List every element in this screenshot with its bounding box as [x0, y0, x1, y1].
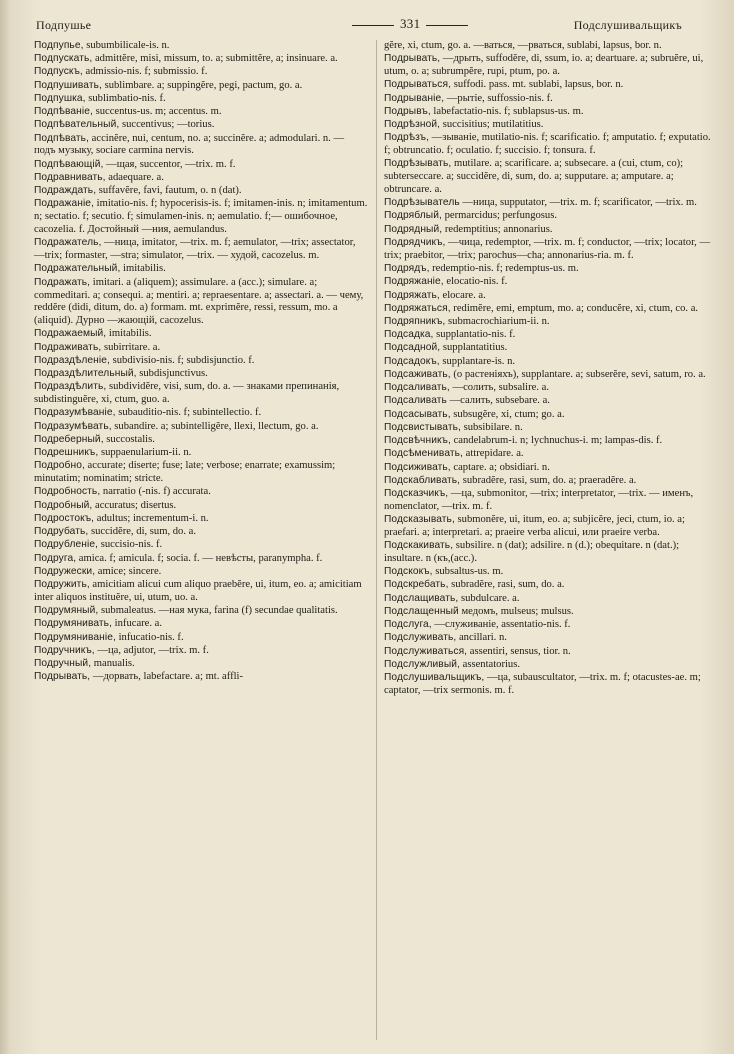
entry-headword: Подряжаться,: [384, 302, 451, 314]
entry-definition: elocare. a.: [439, 289, 486, 301]
entry-definition: redemptio-nis. f; redemptus-us. m.: [429, 263, 579, 275]
entry-definition: succisio-nis. f.: [98, 539, 163, 551]
entry-definition: submonĕre, ui, itum, eo. a; subjicĕre, jeci, ctum, io. a; praefari. a; interpretari. a; praeire verba alicui, или praeire verba.: [384, 514, 685, 538]
entry-headword: Подсиживать,: [384, 461, 451, 473]
dictionary-entry: [384, 462, 718, 475]
page-header: [34, 14, 718, 36]
dictionary-entry: [384, 593, 718, 606]
entry-headword: Подсвѣчникъ,: [384, 435, 451, 447]
entry-headword: Подрѣзной,: [384, 119, 441, 131]
entry-headword: Подражательный,: [34, 263, 121, 275]
dictionary-entry: [34, 553, 368, 566]
dictionary-entry: [34, 447, 368, 460]
dictionary-entry: [384, 409, 718, 422]
entry-definition: imitari. a (aliquem); assimulare. a (acc.); simulare. a; commeditari. a; consequi. a; mentiri. a; repraesentare. a; assectari. a. — чему, reddĕre (didi, ditum, do. a) formam. mt. exprimĕre, ressi, ressum, mo. a (aliquid). Дурно —жающій, cacozelus.: [34, 276, 364, 327]
dictionary-entry: [34, 80, 368, 93]
dictionary-entry: [384, 93, 718, 106]
entry-definition: supplantare-is. n.: [439, 355, 516, 367]
dictionary-entry: [34, 645, 368, 658]
entry-headword: Подростокъ,: [34, 512, 95, 524]
entry-headword: Подреберный,: [34, 433, 104, 445]
dictionary-entry: [34, 618, 368, 631]
entry-definition: (о растеніяхъ), supplantare. a; subserĕre, sevi, satum, ro. a.: [450, 368, 706, 380]
entry-headword: Подсаливать: [384, 395, 447, 407]
dictionary-entry: [34, 658, 368, 671]
entry-headword: Подрѣзыватель: [384, 197, 460, 209]
entry-definition: redemptitius; annonarius.: [442, 223, 553, 235]
dictionary-entry: [34, 342, 368, 355]
entry-definition: subauditio-nis. f; subintellectio. f.: [115, 407, 262, 419]
entry-definition: accurate; diserte; fuse; late; verbose; enarrate; examussim; minutatim; nominatim; stricte.: [34, 460, 336, 485]
dictionary-entry: [34, 172, 368, 185]
entry-headword: Подслащивать,: [384, 592, 459, 604]
entry-definition: —дрыть, suffodĕre, di, ssum, io. a; deartuare. a; subruĕre, ui, utum, o. a; subrumpĕre, rupi, ptum, po. a.: [384, 53, 704, 78]
entry-headword: Подпушивать,: [34, 79, 102, 91]
entry-definition: subandire. a; subintelligĕre, llexi, llectum, go. a.: [111, 420, 319, 432]
entry-headword: Подряблый,: [384, 210, 442, 222]
dictionary-entry: [384, 514, 718, 540]
entry-headword: Подсадокъ,: [384, 355, 440, 367]
entry-headword: Подрывъ,: [384, 105, 431, 117]
entry-headword: Подпѣвать,: [34, 132, 90, 144]
entry-headword: Подравнивать,: [34, 171, 106, 183]
entry-definition: ancillari. n.: [456, 632, 507, 644]
entry-headword: Подскребать,: [384, 579, 449, 591]
entry-headword: Подраживать,: [34, 341, 102, 353]
entry-definition: adaequare. a.: [105, 171, 164, 183]
entry-headword: Подпѣвательный,: [34, 119, 120, 131]
page-number-block: [346, 16, 474, 32]
entry-headword: Подробность,: [34, 486, 101, 498]
entry-headword: Подряжать,: [384, 289, 440, 301]
entry-definition: —ца, subauscultator, —trix. m. f; otacustes-ae. m; captator, —trix sermonis. m. f.: [384, 672, 701, 696]
dictionary-entry: [34, 526, 368, 539]
entry-headword: Подрядный,: [384, 223, 443, 235]
entry-headword: Подражатель,: [34, 237, 102, 249]
entry-definition: succentus-us. m; accentus. m.: [92, 106, 222, 118]
dictionary-entry: [34, 368, 368, 381]
page-fold-shadow: [0, 0, 10, 1054]
entry-definition: —зываніе, mutilatio-nis. f; scarificatio. f; amputatio. f; exputatio. f; obtruncatio. f; oculatio. f; succisio. f; tonsura. f.: [384, 132, 711, 157]
entry-definition: —солить, subsalire. a.: [449, 382, 549, 394]
entry-headword: Подраздѣлительный,: [34, 368, 137, 380]
entry-definition: subdivisio-nis. f; subdisjunctio. f.: [109, 354, 255, 366]
entry-definition: permarcidus; perfungosus.: [441, 210, 557, 222]
dictionary-entry: [384, 119, 718, 132]
entry-definition: candelabrum-i. n; lychnuchus-i. m; lampas-dis. f.: [450, 435, 663, 447]
entry-headword: Подсвистывать,: [384, 421, 461, 433]
dictionary-entry: [384, 132, 718, 158]
entry-headword: Подрѣзъ,: [384, 132, 430, 144]
entry-headword: Подслуживаться,: [384, 645, 468, 657]
entry-headword: Подрумяниваніе,: [34, 631, 116, 643]
entry-headword: Подрѣзывать,: [384, 158, 452, 170]
dictionary-entry: [34, 119, 368, 132]
entry-headword: Подрумянивать,: [34, 618, 113, 630]
entry-headword: Подручникъ,: [34, 644, 95, 656]
dictionary-entry: [384, 342, 718, 355]
dictionary-entry: [34, 434, 368, 447]
entry-headword: Подсказывать,: [384, 514, 455, 526]
entry-definition: suppaenularium-ii. n.: [98, 447, 192, 459]
dictionary-entry: [34, 486, 368, 499]
dictionary-entry: [384, 488, 718, 514]
entry-headword: Подразумѣваніе,: [34, 407, 116, 419]
dictionary-entry: [34, 198, 368, 237]
dictionary-entry: [384, 224, 718, 237]
entry-headword: Подраздѣленіе,: [34, 354, 110, 366]
entry-headword: Подслуга,: [384, 619, 432, 631]
entry-definition: —салить, subsebare. a.: [446, 395, 550, 407]
entry-definition: subsaltus-us. m.: [432, 566, 504, 578]
entry-headword: Подпупье,: [34, 40, 84, 51]
dictionary-entry: [384, 395, 718, 408]
entry-headword: Подрядъ,: [384, 263, 430, 275]
entry-definition: succisitius; mutilatitius.: [440, 119, 544, 131]
entry-headword: Подражаемый,: [34, 328, 107, 340]
entry-headword: Подрумяный,: [34, 605, 99, 617]
dictionary-entry: [384, 237, 718, 263]
dictionary-entry: [34, 277, 368, 328]
entry-definition: narratio (-nis. f) accurata.: [100, 486, 211, 498]
dictionary-entry: [384, 316, 718, 329]
dictionary-entry: [384, 40, 718, 53]
entry-headword: Подрываніе,: [384, 92, 445, 104]
rule-right: [426, 25, 468, 26]
entry-definition: —служиваніе, assentatio-nis. f.: [431, 619, 571, 631]
dictionary-entry: [34, 421, 368, 434]
entry-headword: Подсадной,: [384, 342, 441, 354]
dictionary-entry: [384, 53, 718, 79]
entry-definition: imitatio-nis. f; hypocerisis-is. f; imitamen-inis. n; imitamentum. n; sectatio. f; secutio. f; simulamen-inis. n; aemulatio. f;— ошибочное, cacozelia. f. Достойный —ния, aemulandus.: [34, 198, 368, 236]
dictionary-entry: [384, 329, 718, 342]
entry-headword: Подсказчикъ,: [384, 488, 449, 500]
entry-definition: subdividĕre, visi, sum, do. a. — знаками препинанія, subdistinguĕre, xi, ctum, guo. a.: [34, 381, 340, 406]
dictionary-entry: [34, 66, 368, 79]
entry-definition: supplantatio-nis. f.: [433, 329, 516, 341]
entry-definition: subradĕre, rasi, sum, do. a.: [448, 579, 565, 591]
entry-definition: subradĕre, rasi, sum, do. a; praeradĕre. a.: [460, 474, 637, 486]
entry-definition: subumbilicale-is. n.: [83, 40, 170, 51]
dictionary-entry: [34, 579, 368, 605]
dictionary-entry: [384, 263, 718, 276]
entry-definition: assentiri, sensus, tior. n.: [467, 645, 571, 657]
dictionary-entry: [34, 381, 368, 407]
entry-definition: accinĕre, nui, centum, no. a; succinĕre. a; admodulari. n. — подъ музыку, sociare carmina nervis.: [34, 132, 345, 157]
entry-headword: Подслуживать,: [384, 632, 457, 644]
dictionary-entry: [34, 328, 368, 341]
dictionary-entry: [384, 106, 718, 119]
dictionary-entry: [34, 185, 368, 198]
entry-headword: Подпускъ,: [34, 66, 83, 78]
dictionary-entry: [384, 659, 718, 672]
entry-definition: elocatio-nis. f.: [443, 276, 508, 288]
entry-definition: gĕre, xi, ctum, go. a. —ваться, —рваться, sublabi, lapsus, bor. n.: [384, 40, 662, 51]
entry-headword: Подпускать,: [34, 53, 93, 65]
entry-headword: Подрывать,: [34, 671, 91, 683]
entry-definition: imitabilis.: [120, 263, 166, 275]
entry-headword: Подрывать,: [384, 53, 441, 65]
entry-headword: Подраздѣлить,: [34, 381, 107, 393]
dictionary-entry: [384, 646, 718, 659]
entry-definition: subsibilare. n.: [460, 421, 523, 433]
entry-headword: Подсадка,: [384, 329, 434, 341]
entry-definition: suffodi. pass. mt. sublabi, lapsus, bor. n.: [451, 79, 624, 91]
left-column: [34, 40, 368, 684]
entry-headword: Подручный,: [34, 658, 92, 670]
entry-definition: submacrochiarium-ii. n.: [445, 315, 550, 327]
entry-headword: Подраждать,: [34, 185, 97, 197]
entry-definition: adultus; incrementum-i. n.: [94, 512, 209, 524]
entry-headword: Подсѣменивать,: [384, 448, 463, 460]
entry-headword: Подскокъ,: [384, 566, 433, 578]
entry-definition: submaleatus. —ная мука, farina (f) secundae qualitatis.: [98, 605, 338, 617]
entry-definition: captare. a; obsidiari. n.: [450, 461, 550, 473]
entry-headword: Подражать,: [34, 276, 91, 288]
dictionary-entry: [384, 540, 718, 566]
entry-headword: Подслушивальщикъ,: [384, 672, 485, 684]
dictionary-entry: [34, 407, 368, 420]
entry-definition: sublimbatio-nis. f.: [85, 92, 166, 104]
entry-headword: Подражаніе,: [34, 198, 95, 210]
entry-definition: assentatorius.: [459, 658, 520, 670]
dictionary-entry: [384, 422, 718, 435]
entry-definition: mutilare. a; scarificare. a; subsecare. a (cui, ctum, co); subterseccare. a; succidĕre, di, sum, do. a; supputare. a; amputare. a; obtruncare. a.: [384, 158, 684, 196]
entry-headword: Подсаживать,: [384, 368, 451, 380]
entry-headword: Подрубленіе,: [34, 539, 99, 551]
entry-definition: admissio-nis. f; submissio. f.: [82, 66, 208, 78]
dictionary-entry: [384, 356, 718, 369]
entry-headword: Подсасывать,: [384, 408, 451, 420]
dictionary-entry: [384, 197, 718, 210]
dictionary-entry: [384, 619, 718, 632]
entry-headword: Подряжаніе,: [384, 276, 444, 288]
entry-definition: amice; sincere.: [95, 565, 162, 577]
dictionary-entry: [384, 632, 718, 645]
dictionary-entry: [34, 671, 368, 684]
entry-headword: Подруга,: [34, 552, 77, 564]
entry-headword: Подружески,: [34, 565, 96, 577]
dictionary-entry: [34, 460, 368, 486]
entry-definition: subdisjunctivus.: [136, 368, 208, 380]
running-head-right: Подслушивальщикъ: [573, 18, 682, 32]
entry-headword: Подрываться,: [384, 79, 452, 91]
entry-definition: медомъ, mulseus; mulsus.: [458, 605, 574, 617]
entry-headword: Подробно,: [34, 460, 85, 472]
entry-definition: accuratus; disertus.: [92, 499, 177, 511]
dictionary-entry: [34, 53, 368, 66]
dictionary-entry: [384, 435, 718, 448]
dictionary-entry: [384, 382, 718, 395]
dictionary-entry: [384, 276, 718, 289]
entry-headword: Подсаливать,: [384, 382, 450, 394]
entry-headword: Подружить,: [34, 579, 90, 591]
entry-definition: infucatio-nis. f.: [115, 631, 184, 643]
dictionary-entry: [34, 605, 368, 618]
right-column: [384, 40, 718, 698]
dictionary-entry: [34, 106, 368, 119]
entry-definition: succidĕre, di, sum, do. a.: [88, 526, 197, 538]
dictionary-entry: [384, 290, 718, 303]
entry-definition: —ница, supputator, —trix. m. f; scarificator, —trix. m.: [459, 197, 697, 209]
entry-definition: —щая, succentor, —trix. m. f.: [103, 158, 236, 170]
entry-definition: —рытіе, suffossio-nis. f.: [444, 92, 553, 104]
entry-definition: subdulcare. a.: [458, 592, 520, 604]
entry-headword: Подскабливать,: [384, 474, 461, 486]
entry-headword: Подслужливый,: [384, 658, 460, 670]
entry-definition: sublimbare. a; suppingĕre, pegi, pactum, go. a.: [101, 79, 303, 91]
entry-definition: attrepidare. a.: [462, 448, 524, 460]
dictionary-entry: [34, 513, 368, 526]
entry-definition: labefactatio-nis. f; sublapsus-us. m.: [430, 105, 584, 117]
dictionary-entry: [384, 448, 718, 461]
dictionary-entry: [384, 158, 718, 197]
dictionary-entry: [384, 369, 718, 382]
rule-left: [352, 25, 394, 26]
entry-definition: —дорвать, labefactare. a; mt. affli-: [90, 671, 244, 683]
entry-headword: Подпушка,: [34, 92, 86, 104]
dictionary-entry: [34, 355, 368, 368]
entry-definition: amica. f; amicula. f; socia. f. — невѣсты, paranympha. f.: [76, 552, 323, 564]
entry-definition: succostalis.: [103, 433, 155, 445]
entry-headword: Подрешникъ,: [34, 447, 99, 459]
entry-definition: infucare. a.: [112, 618, 163, 630]
entry-definition: —ца, adjutor, —trix. m. f.: [94, 644, 209, 656]
dictionary-entry: [384, 303, 718, 316]
dictionary-entry: [34, 93, 368, 106]
dictionary-entry: [384, 579, 718, 592]
entry-headword: Подразумѣвать,: [34, 420, 112, 432]
dictionary-entry: [34, 632, 368, 645]
running-head-left: Подпушье: [36, 18, 92, 32]
entry-definition: suffavĕre, favi, fautum, o. n (dat).: [96, 185, 242, 197]
entry-definition: amicitiam alicui cum aliquo praebĕre, ui, itum, eo. a; amicitiam inter aliquos instituĕre, ui, utum, uo. a.: [34, 579, 362, 603]
dictionary-entry: [384, 672, 718, 698]
entry-headword: Подрубать,: [34, 526, 89, 538]
column-divider: [376, 40, 377, 1040]
entry-definition: subirritare. a.: [101, 341, 161, 353]
entry-definition: —ница, imitator, —trix. m. f; aemulator, —trix; assectator, —trix; formaster, —stra; simulator, —trix. — худой, cacozelus. m.: [34, 237, 356, 262]
entry-definition: manualis.: [91, 658, 135, 670]
dictionary-entry: [34, 133, 368, 159]
entry-definition: succentivus; —torius.: [119, 119, 215, 131]
dictionary-entry: [384, 210, 718, 223]
dictionary-entry: [384, 606, 718, 619]
dictionary-entry: [384, 566, 718, 579]
dictionary-entry: [34, 539, 368, 552]
entry-definition: subsugĕre, xi, ctum; go. a.: [450, 408, 565, 420]
entry-definition: subsilire. n (dat); adsilire. n (d.); obequitare. n (dat.); insultare. n (къ,(acc.).: [384, 540, 680, 565]
entry-headword: Подскакивать,: [384, 540, 454, 552]
dictionary-entry: [34, 263, 368, 276]
entry-definition: redimĕre, emi, emptum, mo. a; conducĕre, xi, ctum, co. a.: [450, 302, 699, 314]
dictionary-entry: [34, 237, 368, 263]
entry-headword: Подпѣвающій,: [34, 158, 104, 170]
entry-headword: Подслащенный: [384, 605, 459, 617]
entry-definition: —ца, submonitor, —trix; interpretator, —trix. — именъ, nomenclator, —trix. m. f.: [384, 488, 694, 512]
entry-definition: imitabilis.: [106, 328, 152, 340]
entry-headword: Подрядчикъ,: [384, 236, 446, 248]
entry-definition: supplantatitius.: [440, 342, 508, 354]
dictionary-entry: [34, 40, 368, 53]
entry-headword: Подряпникъ,: [384, 315, 446, 327]
entry-definition: —чица, redemptor, —trix. m. f; conductor, —trix; locator, —trix; praebitor, —trix; parochus—cha; annonarius-ria. m. f.: [384, 236, 711, 261]
dictionary-entry: [34, 159, 368, 172]
dictionary-entry: [384, 475, 718, 488]
entry-headword: Подробный,: [34, 499, 93, 511]
entry-headword: Подпѣваніе,: [34, 106, 93, 118]
dictionary-entry: [34, 566, 368, 579]
dictionary-entry: [384, 79, 718, 92]
dictionary-entry: [34, 500, 368, 513]
page-number: 331: [400, 16, 421, 31]
entry-definition: admittĕre, misi, missum, to. a; submittĕre, a; insinuare. a.: [92, 53, 338, 65]
